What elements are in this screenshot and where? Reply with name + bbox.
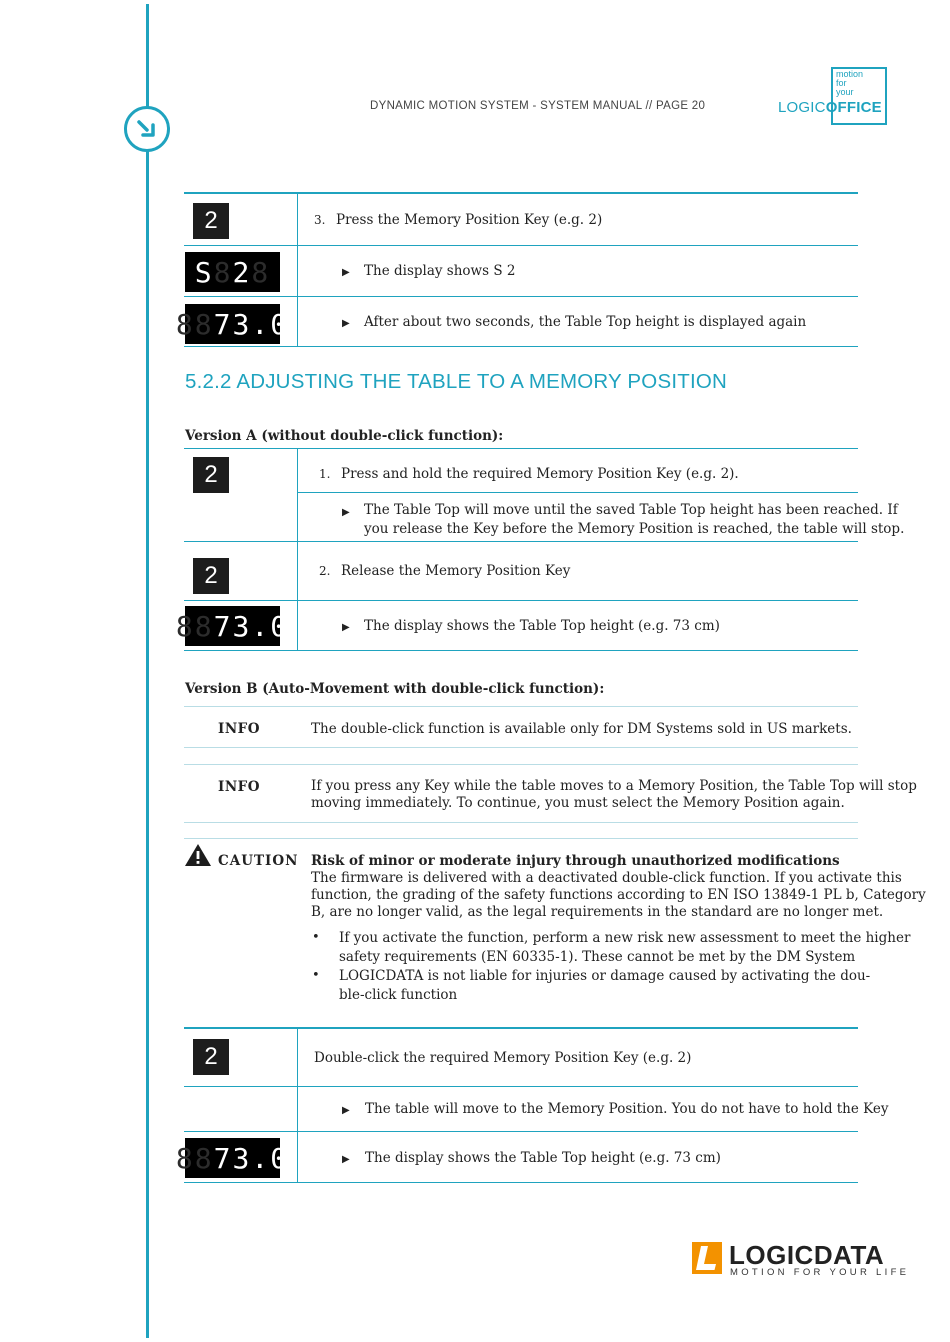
logic-office-logo: motion for your LOGICOFFICE (778, 66, 888, 124)
caution-title: Risk of minor or moderate injury through unauthorized modifications (311, 853, 840, 869)
page-header: DYNAMIC MOTION SYSTEM - SYSTEM MANUAL // PAGE 20 (370, 100, 706, 112)
caution-text: The firmware is delivered with a deactivated double-click function. If you activate this function, the grading of the safety functions according to EN ISO 13849-1 PL b, Category B, are no longer valid, as the legal requirements in the standard are no longer met. (311, 870, 926, 920)
table-rule (184, 1027, 858, 1029)
bullet-icon: • (312, 968, 320, 983)
table-rule (184, 296, 858, 297)
logicdata-wordmark: LOGICDATA (729, 1240, 885, 1270)
info-rule (184, 706, 858, 707)
logicdata-logo (692, 1240, 910, 1280)
led-display-height: 88 73.0 (185, 304, 280, 344)
result-text: The display shows the Table Top height (e.g. 73 cm) (365, 1150, 721, 1166)
manual-section-icon (124, 106, 170, 152)
warning-icon (184, 843, 212, 871)
led-display-height: 88 73.0 (185, 606, 280, 646)
caution-label: CAUTION (218, 853, 299, 869)
info-label: INFO (218, 779, 260, 795)
info-label: INFO (218, 721, 260, 737)
version-b-title: Version B (Auto-Movement with double-click function): (185, 681, 605, 697)
result-arrow-icon: ▶ (342, 318, 350, 329)
result-text: The table will move to the Memory Position. You do not have to hold the Key (365, 1101, 889, 1117)
memory-key-2: 2 (193, 203, 229, 239)
table-column-divider (297, 193, 298, 347)
table-column-divider (297, 449, 298, 651)
table-column-divider (297, 1028, 298, 1183)
info-rule (184, 822, 858, 823)
result-arrow-icon: ▶ (342, 1105, 350, 1116)
logicdata-mark-icon (692, 1242, 722, 1274)
table-rule (184, 1182, 858, 1183)
info-text: If you press any Key while the table moves to a Memory Position, the Table Top will stop moving immediately. To continue, you must select the Memory Position again. (311, 778, 917, 811)
step-double-click: Double-click the required Memory Position Key (e.g. 2) (314, 1050, 692, 1066)
result-text: The display shows the Table Top height (e.g. 73 cm) (364, 618, 720, 634)
result-text: The display shows S 2 (364, 263, 516, 279)
result-arrow-icon: ▶ (342, 622, 350, 633)
result-arrow-icon: ▶ (342, 1154, 350, 1165)
result-text: After about two seconds, the Table Top height is displayed again (364, 314, 807, 330)
section-heading: 5.2.2 ADJUSTING THE TABLE TO A MEMORY POSITION (185, 370, 727, 393)
bullet-text: LOGICDATA is not liable for injuries or damage caused by activating the dou- ble-click function (339, 968, 871, 1003)
info-rule (184, 838, 858, 839)
table-rule (184, 1086, 858, 1087)
result-arrow-icon: ▶ (342, 267, 350, 278)
logicdata-tagline: MOTION FOR YOUR LIFE (730, 1267, 910, 1278)
table-rule (298, 492, 858, 493)
memory-key-2: 2 (193, 457, 229, 493)
table-rule (184, 650, 858, 651)
table-rule (184, 448, 858, 449)
table-rule (184, 192, 858, 194)
info-rule (184, 747, 858, 748)
step-1: 1. Press and hold the required Memory Position Key (e.g. 2). (319, 466, 739, 482)
memory-key-2: 2 (193, 1039, 229, 1075)
bullet-text: If you activate the function, perform a new risk new assessment to meet the higher safety requirements (EN 60335-1). These cannot be met by the DM System (339, 930, 911, 965)
result-arrow-icon: ▶ (342, 507, 350, 518)
step-2: 2. Release the Memory Position Key (319, 563, 571, 579)
table-rule (184, 1131, 858, 1132)
table-rule (184, 541, 858, 542)
version-a-title: Version A (without double-click function): (185, 428, 504, 444)
table-rule (184, 600, 858, 601)
bullet-icon: • (312, 930, 320, 945)
info-text: The double-click function is available only for DM Systems sold in US markets. (311, 721, 852, 737)
result-text: The Table Top will move until the saved Table Top height has been reached. If you release the Key before the Memory Position is reached, the table will stop. (364, 502, 905, 537)
table-rule (184, 245, 858, 246)
info-rule (184, 764, 858, 765)
led-display-s2: S 8 2 8 (185, 252, 280, 292)
led-display-height: 88 73.0 (185, 1138, 280, 1178)
table-rule (184, 346, 858, 347)
memory-key-2: 2 (193, 558, 229, 594)
margin-line (146, 4, 149, 1338)
step-3: 3. Press the Memory Position Key (e.g. 2) (314, 212, 603, 228)
